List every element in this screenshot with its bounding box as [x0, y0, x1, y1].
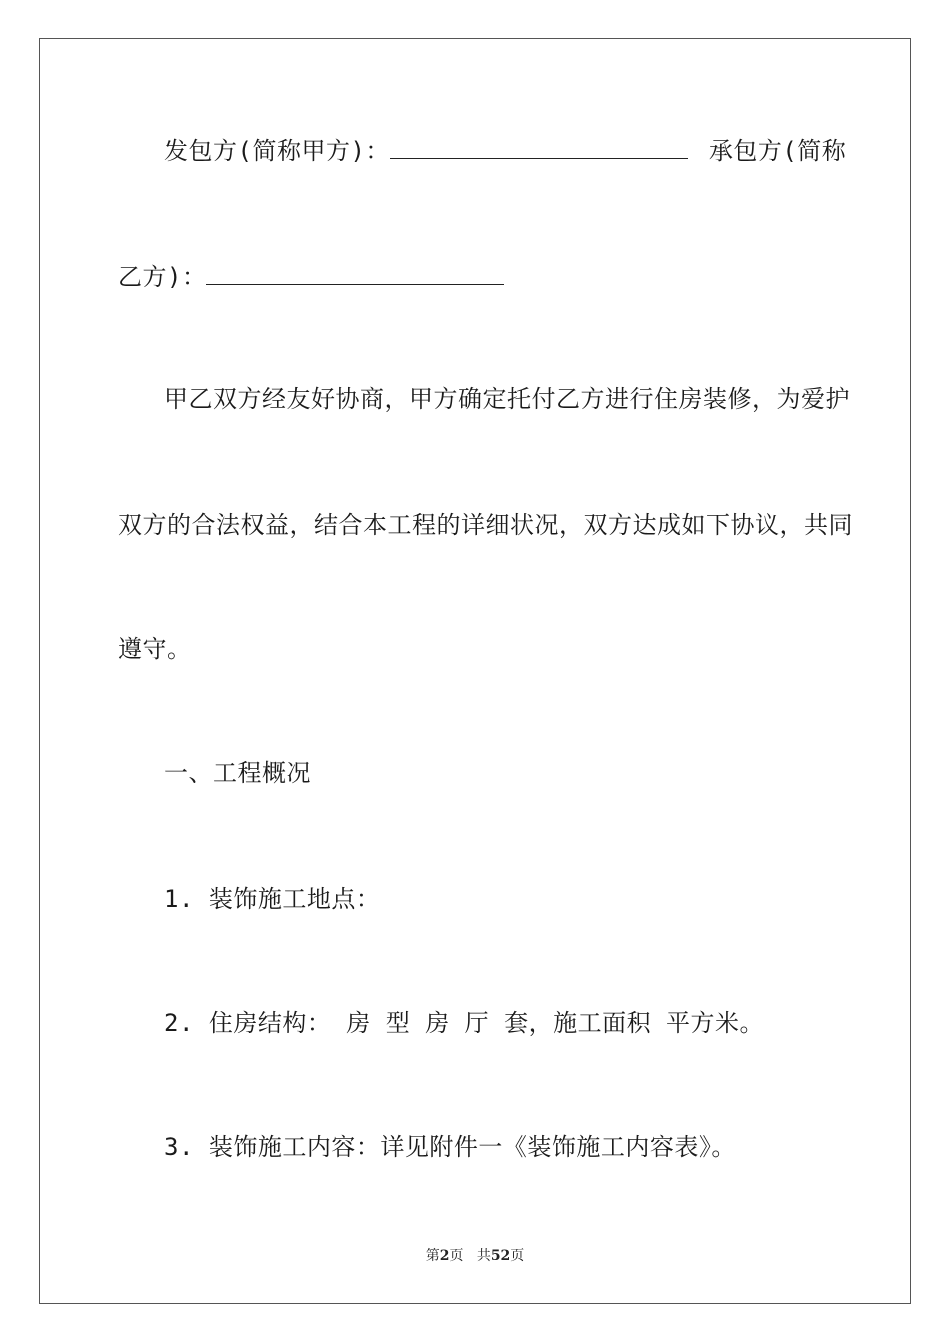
item-house-structure: 2. 住房结构： 房 型 房 厅 套，施工面积 平方米。	[164, 1009, 765, 1037]
item-construction-content: 3. 装饰施工内容：详见附件一《装饰施工内容表》。	[164, 1133, 736, 1161]
intro-paragraph-line-3: 遵守。	[118, 635, 192, 663]
total-suffix: 页	[510, 1248, 525, 1264]
party-a-blank[interactable]	[390, 136, 688, 159]
party-a-line	[164, 136, 846, 166]
total-prefix: 共	[476, 1248, 491, 1264]
intro-paragraph-line-2: 双方的合法权益，结合本工程的详细状况，双方达成如下协议，共同	[118, 511, 853, 539]
party-b-label: 承包方(简称	[708, 137, 847, 165]
section-heading-overview: 一、工程概况	[164, 759, 311, 787]
party-b-blank[interactable]	[206, 262, 504, 285]
page-footer	[0, 1246, 950, 1266]
page-suffix: 页	[449, 1248, 464, 1264]
page-number: 2	[439, 1248, 450, 1264]
party-b-line	[118, 262, 504, 292]
party-a-label: 发包方(简称甲方)：	[164, 137, 390, 165]
page-frame	[39, 38, 911, 1304]
total-pages: 52	[490, 1248, 511, 1264]
page-prefix: 第	[425, 1248, 440, 1264]
item-construction-location: 1. 装饰施工地点：	[164, 885, 381, 913]
intro-paragraph-line-1: 甲乙双方经友好协商，甲方确定托付乙方进行住房装修，为爱护	[164, 385, 850, 413]
party-b-label-cont: 乙方)：	[118, 263, 207, 291]
